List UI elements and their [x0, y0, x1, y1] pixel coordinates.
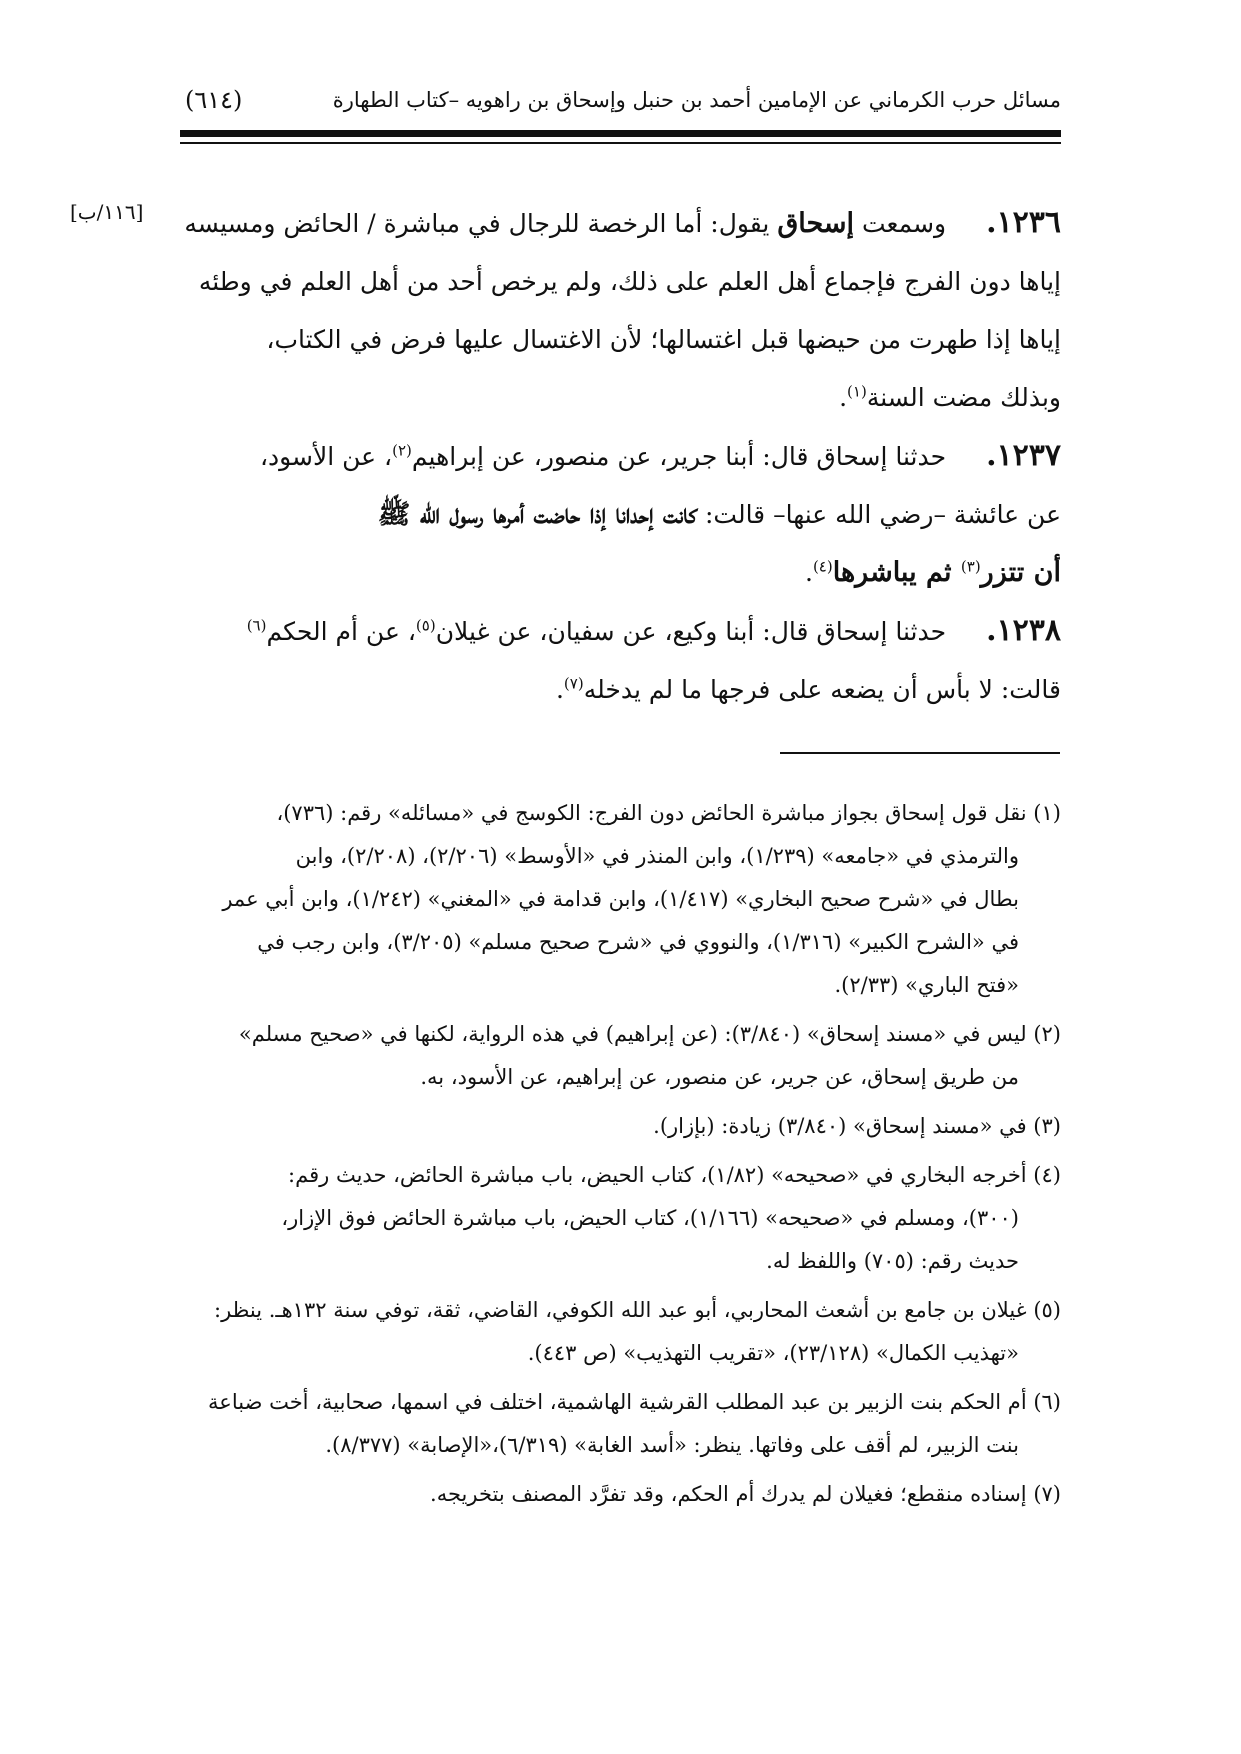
entry-number: ١٢٣٦.: [986, 205, 1061, 240]
text-line: وبذلك مضت السنة$^{(١)}$.: [839, 382, 1061, 412]
hadith-text: ثم يباشرها: [832, 557, 961, 588]
footnote-ref: (٧): [563, 674, 584, 693]
header-rule-thick: [180, 130, 1061, 137]
text-line: إياها إذا طهرت من حيضها قبل اغتسالها؛ لأن الاغتسال عليها فرض في الكتاب،: [266, 325, 1061, 354]
text-line: إياها دون الفرج فإجماع أهل العلم على ذلك، ولم يرخص أحد من أهل العلم في وطئه: [198, 267, 1061, 296]
footnote-5: (٥) غيلان بن جامع بن أشعث المحاربي، أبو عبد الله الكوفي، القاضي، ثقة، توفي سنة ١٣٢هـ. ينظر: «تهذيب الكمال» (٢٣/١٢٨)، «تقريب التهذيب» (ص ٤٤٣).: [214, 1298, 1061, 1365]
running-header: [185, 80, 1061, 120]
hadith-text: أن تتزر: [980, 557, 1061, 588]
footnote-ref: (١): [847, 382, 867, 401]
footnote-ref: (٣): [960, 557, 981, 576]
footnote-1: (١) نقل قول إسحاق بجواز مباشرة الحائض دون الفرج: الكوسج في «مسائله» رقم: (٧٣٦)، والترمذي في «جامعه» (١/٢٣٩)، وابن المنذر في «الأوسط» (٢/٢٠٦)، (٢/٢٠٨)، وابن بطال في «شرح صحيح البخاري» (١/٤١٧)، وابن قدامة في «المغني» (١/٢٤٢)، وابن أبي عمر في «الشرح الكبير» (١/٣١٦)، والنووي في «شرح صحيح مسلم» (٣/٢٠٥)، وابن رجب في «فتح الباري» (٢/٣٣).: [222, 801, 1061, 997]
entry-number: ١٢٣٨.: [986, 613, 1061, 648]
footnote-ref: (٢): [392, 441, 412, 460]
name-highlight: إسحاق: [777, 208, 855, 239]
footnote-2: (٢) ليس في «مسند إسحاق» (٣/٨٤٠): (عن إبراهيم) في هذه الرواية، لكنها في «صحيح مسلم» من طريق إسحاق، عن جرير، عن منصور، عن إبراهيم، عن الأسود، به.: [238, 1022, 1061, 1089]
main-text: [181, 194, 1061, 719]
hadith-text: كانت إحدانا إذا حاضت أمرها رسول الله ﷺ: [377, 499, 698, 530]
footnote-ref: (٦): [246, 616, 267, 635]
entry-number: ١٢٣٧.: [986, 438, 1061, 473]
running-title: مسائل حرب الكرماني عن الإمامين أحمد بن حنبل وإسحاق بن راهويه –كتاب الطهارة: [332, 88, 1061, 112]
text-line: عن عائشة –رضي الله عنها– قالت: كانت إحدانا إذا حاضت أمرها رسول الله ﷺ: [377, 499, 1061, 530]
footnote-ref: (٥): [415, 616, 436, 635]
entry-1236: ١٢٣٦.وسمعت إسحاق يقول: أما الرخصة للرجال في مباشرة / الحائض ومسيسه إياها دون الفرج فإجماع أهل العلم على ذلك، ولم يرخص أحد من أهل العلم في وطئه إياها إذا طهرت من حيضها قبل اغتسالها؛ لأن الاغتسال عليها فرض في الكتاب، وبذلك مضت السنة$^{(١)}$.: [181, 194, 1061, 427]
footnote-separator: [780, 752, 1060, 754]
text-line: قالت: لا بأس أن يضعه على فرجها ما لم يدخله$^{(٧)}$.: [555, 674, 1061, 704]
footnotes: [181, 792, 1061, 1522]
entry-1237: ١٢٣٧.حدثنا إسحاق قال: أبنا جرير، عن منصور، عن إبراهيم$^{(٢)}$، عن الأسود، عن عائشة –رضي الله عنها– قالت: كانت إحدانا إذا حاضت أمرها رسول الله ﷺ أن تتزر$^{(٣)}$ ثم يباشرها$^{(٤)}$.: [181, 427, 1061, 602]
footnote-3: (٣) في «مسند إسحاق» (٣/٨٤٠) زيادة: (بإزار).: [653, 1114, 1061, 1138]
text-line: أن تتزر$^{(٣)}$ ثم يباشرها$^{(٤)}$.: [804, 557, 1061, 588]
footnote-6: (٦) أم الحكم بنت الزبير بن عبد المطلب القرشية الهاشمية، اختلف في اسمها، صحابية، أخت ضباعة بنت الزبير، لم أقف على وفاتها. ينظر: «أسد الغابة» (٦/٣١٩)،«الإصابة» (٨/٣٧٧).: [208, 1390, 1061, 1457]
manuscript-folio-ref: [١١٦/ب]: [70, 200, 144, 224]
entry-1238: ١٢٣٨.حدثنا إسحاق قال: أبنا وكيع، عن سفيان، عن غيلان$^{(٥)}$، عن أم الحكم$^{(٦)}$ قالت: لا بأس أن يضعه على فرجها ما لم يدخله$^{(٧)}$.: [181, 602, 1061, 719]
header-rule-thin: [180, 142, 1061, 144]
footnote-7: (٧) إسناده منقطع؛ فغيلان لم يدرك أم الحكم، وقد تفرَّد المصنف بتخريجه.: [430, 1482, 1061, 1506]
page-number: (٦١٤): [185, 86, 243, 114]
footnote-ref: (٤): [812, 557, 833, 576]
footnote-4: (٤) أخرجه البخاري في «صحيحه» (١/٨٢)، كتاب الحيض، باب مباشرة الحائض، حديث رقم: (٣٠٠)، ومسلم في «صحيحه» (١/١٦٦)، كتاب الحيض، باب مباشرة الحائض فوق الإزار، حديث رقم: (٧٠٥) واللفظ له.: [281, 1163, 1061, 1273]
